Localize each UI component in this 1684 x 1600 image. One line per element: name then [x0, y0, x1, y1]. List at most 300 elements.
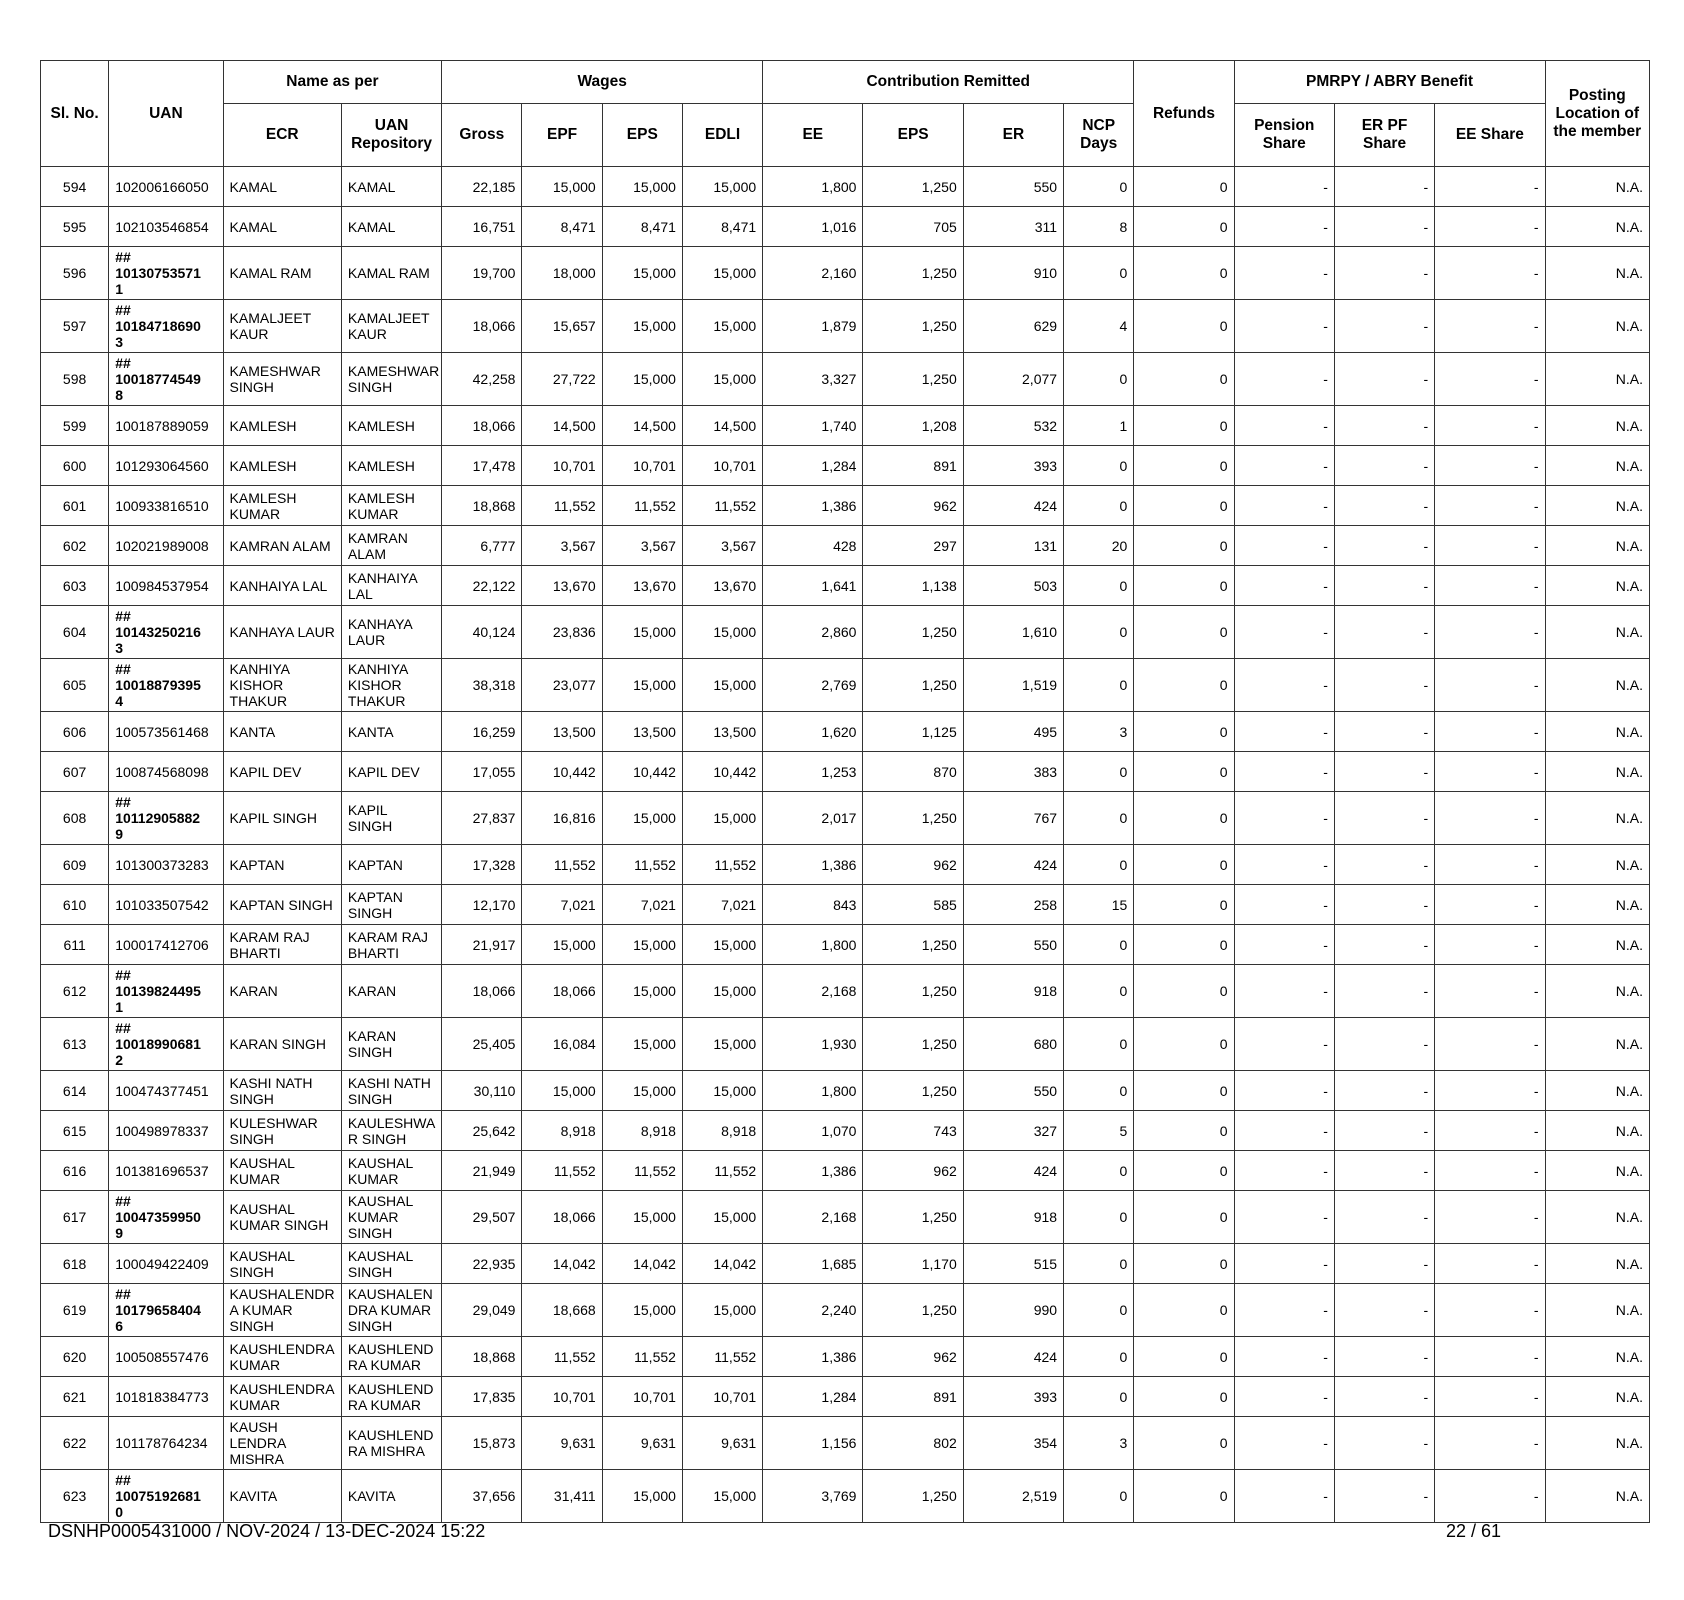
cell-pension-share: - — [1234, 1417, 1334, 1470]
cell-epf: 15,000 — [522, 925, 602, 965]
cell-eps: 13,500 — [602, 712, 682, 752]
cell-uan: 101300373283 — [109, 845, 223, 885]
cell-er-pf-share: - — [1334, 353, 1434, 406]
cell-er-pf-share: - — [1334, 526, 1434, 566]
cell-ncp-days: 0 — [1064, 446, 1134, 486]
cell-er: 424 — [963, 1151, 1063, 1191]
cell-ecr-name: KARAN — [223, 965, 341, 1018]
cell-repo-name: KAPTAN — [341, 845, 441, 885]
cell-epf: 11,552 — [522, 845, 602, 885]
table-row — [41, 353, 1650, 406]
cell-gross: 19,700 — [442, 247, 522, 300]
cell-gross: 18,868 — [442, 486, 522, 526]
cell-ecr-name: KAPTAN SINGH — [223, 885, 341, 925]
cell-repo-name: KAUSHAL SINGH — [341, 1244, 441, 1284]
cell-eps: 8,471 — [602, 207, 682, 247]
cell-ee: 1,879 — [763, 300, 863, 353]
cell-eps: 11,552 — [602, 1337, 682, 1377]
cell-repo-name: KAMALJEET KAUR — [341, 300, 441, 353]
cell-ecr-name: KAMLESH — [223, 406, 341, 446]
cell-pension-share: - — [1234, 300, 1334, 353]
cell-er-pf-share: - — [1334, 1191, 1434, 1244]
cell-edli: 7,021 — [682, 885, 762, 925]
cell-ecr-name: KAUSH LENDRA MISHRA — [223, 1417, 341, 1470]
cell-pension-share: - — [1234, 353, 1334, 406]
cell-uan: 100874568098 — [109, 752, 223, 792]
cell-ee: 1,685 — [763, 1244, 863, 1284]
cell-er-pf-share: - — [1334, 247, 1434, 300]
cell-epf: 15,657 — [522, 300, 602, 353]
cell-contrib-eps: 297 — [863, 526, 963, 566]
cell-refunds: 0 — [1134, 1111, 1234, 1151]
cell-repo-name: KAMAL — [341, 167, 441, 207]
cell-refunds: 0 — [1134, 446, 1234, 486]
cell-edli: 14,042 — [682, 1244, 762, 1284]
cell-er: 393 — [963, 446, 1063, 486]
cell-er: 354 — [963, 1417, 1063, 1470]
cell-er: 918 — [963, 965, 1063, 1018]
cell-er: 550 — [963, 167, 1063, 207]
cell-epf: 10,701 — [522, 1377, 602, 1417]
cell-gross: 38,318 — [442, 659, 522, 712]
cell-sl-no: 623 — [41, 1470, 109, 1523]
cell-er-pf-share: - — [1334, 207, 1434, 247]
table-row — [41, 300, 1650, 353]
cell-epf: 10,442 — [522, 752, 602, 792]
cell-pension-share: - — [1234, 1071, 1334, 1111]
cell-contrib-eps: 1,250 — [863, 659, 963, 712]
table-row — [41, 1284, 1650, 1337]
cell-ecr-name: KAUSHAL KUMAR — [223, 1151, 341, 1191]
cell-pension-share: - — [1234, 885, 1334, 925]
cell-er: 495 — [963, 712, 1063, 752]
cell-pension-share: - — [1234, 752, 1334, 792]
cell-pension-share: - — [1234, 526, 1334, 566]
cell-er: 327 — [963, 1111, 1063, 1151]
cell-ecr-name: KARAM RAJ BHARTI — [223, 925, 341, 965]
header-name-as-per: Name as per — [223, 61, 442, 104]
cell-ncp-days: 0 — [1064, 486, 1134, 526]
cell-epf: 9,631 — [522, 1417, 602, 1470]
cell-er-pf-share: - — [1334, 1337, 1434, 1377]
cell-eps: 15,000 — [602, 1470, 682, 1523]
header-epf: EPF — [522, 104, 602, 167]
table-row — [41, 1151, 1650, 1191]
cell-posting-location: N.A. — [1545, 712, 1649, 752]
header-pmrpy: PMRPY / ABRY Benefit — [1234, 61, 1545, 104]
cell-contrib-eps: 870 — [863, 752, 963, 792]
cell-er-pf-share: - — [1334, 659, 1434, 712]
cell-ncp-days: 0 — [1064, 845, 1134, 885]
cell-posting-location: N.A. — [1545, 1284, 1649, 1337]
cell-uan: 102021989008 — [109, 526, 223, 566]
cell-posting-location: N.A. — [1545, 353, 1649, 406]
cell-sl-no: 615 — [41, 1111, 109, 1151]
cell-ee-share: - — [1435, 526, 1545, 566]
cell-ecr-name: KAPTAN — [223, 845, 341, 885]
cell-ecr-name: KANHAIYA LAL — [223, 566, 341, 606]
cell-uan: 100573561468 — [109, 712, 223, 752]
cell-ee: 428 — [763, 526, 863, 566]
table-row — [41, 965, 1650, 1018]
cell-contrib-eps: 743 — [863, 1111, 963, 1151]
cell-er-pf-share: - — [1334, 1244, 1434, 1284]
table-row — [41, 1470, 1650, 1523]
cell-edli: 11,552 — [682, 1151, 762, 1191]
table-row — [41, 1337, 1650, 1377]
cell-refunds: 0 — [1134, 353, 1234, 406]
cell-sl-no: 620 — [41, 1337, 109, 1377]
cell-er: 532 — [963, 406, 1063, 446]
cell-sl-no: 613 — [41, 1018, 109, 1071]
header-er-pf-share: ER PF Share — [1334, 104, 1434, 167]
cell-ncp-days: 8 — [1064, 207, 1134, 247]
cell-er: 424 — [963, 1337, 1063, 1377]
cell-refunds: 0 — [1134, 300, 1234, 353]
cell-er: 424 — [963, 486, 1063, 526]
cell-ncp-days: 20 — [1064, 526, 1134, 566]
cell-gross: 25,642 — [442, 1111, 522, 1151]
cell-ee-share: - — [1435, 1417, 1545, 1470]
cell-er: 629 — [963, 300, 1063, 353]
cell-edli: 10,701 — [682, 1377, 762, 1417]
cell-er: 424 — [963, 845, 1063, 885]
cell-er-pf-share: - — [1334, 446, 1434, 486]
cell-er-pf-share: - — [1334, 752, 1434, 792]
cell-ee: 1,800 — [763, 925, 863, 965]
cell-refunds: 0 — [1134, 1244, 1234, 1284]
cell-posting-location: N.A. — [1545, 207, 1649, 247]
cell-er-pf-share: - — [1334, 1284, 1434, 1337]
cell-ecr-name: KAVITA — [223, 1470, 341, 1523]
cell-refunds: 0 — [1134, 659, 1234, 712]
cell-edli: 13,670 — [682, 566, 762, 606]
cell-er: 990 — [963, 1284, 1063, 1337]
table-row — [41, 885, 1650, 925]
cell-ecr-name: KAUSHLENDRA KUMAR — [223, 1377, 341, 1417]
cell-eps: 15,000 — [602, 300, 682, 353]
cell-epf: 7,021 — [522, 885, 602, 925]
cell-uan: 101818384773 — [109, 1377, 223, 1417]
cell-edli: 15,000 — [682, 659, 762, 712]
cell-edli: 15,000 — [682, 606, 762, 659]
cell-sl-no: 621 — [41, 1377, 109, 1417]
cell-refunds: 0 — [1134, 566, 1234, 606]
cell-er: 503 — [963, 566, 1063, 606]
cell-eps: 15,000 — [602, 1284, 682, 1337]
cell-ncp-days: 0 — [1064, 247, 1134, 300]
cell-epf: 14,500 — [522, 406, 602, 446]
cell-gross: 30,110 — [442, 1071, 522, 1111]
cell-epf: 3,567 — [522, 526, 602, 566]
cell-pension-share: - — [1234, 712, 1334, 752]
cell-posting-location: N.A. — [1545, 1470, 1649, 1523]
cell-posting-location: N.A. — [1545, 965, 1649, 1018]
cell-ee-share: - — [1435, 300, 1545, 353]
cell-ee: 1,800 — [763, 167, 863, 207]
cell-gross: 17,478 — [442, 446, 522, 486]
cell-repo-name: KAMLESH — [341, 446, 441, 486]
cell-pension-share: - — [1234, 845, 1334, 885]
cell-er-pf-share: - — [1334, 566, 1434, 606]
header-ncp-days: NCP Days — [1064, 104, 1134, 167]
cell-refunds: 0 — [1134, 1018, 1234, 1071]
cell-ncp-days: 0 — [1064, 566, 1134, 606]
cell-sl-no: 603 — [41, 566, 109, 606]
cell-refunds: 0 — [1134, 965, 1234, 1018]
cell-uan: 101178764234 — [109, 1417, 223, 1470]
cell-refunds: 0 — [1134, 1071, 1234, 1111]
table-row — [41, 659, 1650, 712]
cell-pension-share: - — [1234, 792, 1334, 845]
cell-sl-no: 598 — [41, 353, 109, 406]
cell-repo-name: KANHAIYA LAL — [341, 566, 441, 606]
cell-ee: 2,168 — [763, 1191, 863, 1244]
table-row — [41, 526, 1650, 566]
cell-gross: 16,259 — [442, 712, 522, 752]
cell-ee-share: - — [1435, 659, 1545, 712]
cell-ecr-name: KAMAL — [223, 167, 341, 207]
cell-er-pf-share: - — [1334, 167, 1434, 207]
cell-repo-name: KANHIYA KISHOR THAKUR — [341, 659, 441, 712]
cell-posting-location: N.A. — [1545, 1377, 1649, 1417]
cell-repo-name: KAULESHWA R SINGH — [341, 1111, 441, 1151]
cell-pension-share: - — [1234, 1284, 1334, 1337]
cell-epf: 18,066 — [522, 965, 602, 1018]
cell-repo-name: KAUSHLEND RA KUMAR — [341, 1377, 441, 1417]
cell-epf: 8,918 — [522, 1111, 602, 1151]
cell-uan: ## 10143250216 3 — [109, 606, 223, 659]
cell-epf: 11,552 — [522, 1151, 602, 1191]
cell-er: 910 — [963, 247, 1063, 300]
cell-edli: 10,442 — [682, 752, 762, 792]
cell-uan: 101033507542 — [109, 885, 223, 925]
cell-er-pf-share: - — [1334, 1071, 1434, 1111]
cell-contrib-eps: 1,250 — [863, 300, 963, 353]
cell-er: 2,077 — [963, 353, 1063, 406]
cell-repo-name: KAMLESH KUMAR — [341, 486, 441, 526]
cell-eps: 15,000 — [602, 1018, 682, 1071]
cell-ncp-days: 5 — [1064, 1111, 1134, 1151]
cell-repo-name: KAVITA — [341, 1470, 441, 1523]
cell-edli: 3,567 — [682, 526, 762, 566]
cell-repo-name: KAMAL RAM — [341, 247, 441, 300]
cell-er-pf-share: - — [1334, 712, 1434, 752]
cell-ncp-days: 3 — [1064, 1417, 1134, 1470]
cell-ecr-name: KULESHWAR SINGH — [223, 1111, 341, 1151]
cell-ee: 3,769 — [763, 1470, 863, 1523]
cell-ncp-days: 0 — [1064, 1151, 1134, 1191]
cell-epf: 15,000 — [522, 1071, 602, 1111]
cell-ecr-name: KAPIL DEV — [223, 752, 341, 792]
table-row — [41, 566, 1650, 606]
table-row — [41, 446, 1650, 486]
cell-contrib-eps: 1,208 — [863, 406, 963, 446]
cell-refunds: 0 — [1134, 1191, 1234, 1244]
cell-contrib-eps: 1,250 — [863, 1018, 963, 1071]
cell-pension-share: - — [1234, 247, 1334, 300]
cell-sl-no: 595 — [41, 207, 109, 247]
cell-gross: 15,873 — [442, 1417, 522, 1470]
cell-epf: 14,042 — [522, 1244, 602, 1284]
cell-pension-share: - — [1234, 1470, 1334, 1523]
cell-epf: 18,000 — [522, 247, 602, 300]
cell-uan: ## 10018774549 8 — [109, 353, 223, 406]
cell-ecr-name: KAMALJEET KAUR — [223, 300, 341, 353]
cell-ncp-days: 0 — [1064, 167, 1134, 207]
cell-er-pf-share: - — [1334, 1470, 1434, 1523]
cell-ee-share: - — [1435, 353, 1545, 406]
cell-pension-share: - — [1234, 1377, 1334, 1417]
cell-edli: 15,000 — [682, 1284, 762, 1337]
cell-ncp-days: 0 — [1064, 925, 1134, 965]
cell-refunds: 0 — [1134, 1337, 1234, 1377]
cell-pension-share: - — [1234, 446, 1334, 486]
cell-sl-no: 602 — [41, 526, 109, 566]
cell-gross: 18,066 — [442, 965, 522, 1018]
cell-sl-no: 614 — [41, 1071, 109, 1111]
cell-ee-share: - — [1435, 1377, 1545, 1417]
cell-eps: 10,701 — [602, 1377, 682, 1417]
cell-ncp-days: 0 — [1064, 1377, 1134, 1417]
cell-er: 383 — [963, 752, 1063, 792]
cell-ncp-days: 0 — [1064, 1284, 1134, 1337]
cell-sl-no: 606 — [41, 712, 109, 752]
header-ee: EE — [763, 104, 863, 167]
cell-contrib-eps: 1,250 — [863, 167, 963, 207]
cell-gross: 22,185 — [442, 167, 522, 207]
table-row — [41, 207, 1650, 247]
cell-ee: 1,386 — [763, 1337, 863, 1377]
table-row — [41, 792, 1650, 845]
cell-er: 1,519 — [963, 659, 1063, 712]
cell-epf: 13,500 — [522, 712, 602, 752]
cell-uan: 100933816510 — [109, 486, 223, 526]
cell-pension-share: - — [1234, 1151, 1334, 1191]
cell-posting-location: N.A. — [1545, 1191, 1649, 1244]
cell-contrib-eps: 705 — [863, 207, 963, 247]
header-uan-repository: UAN Repository — [341, 104, 441, 167]
cell-eps: 14,042 — [602, 1244, 682, 1284]
cell-ee: 2,860 — [763, 606, 863, 659]
cell-sl-no: 600 — [41, 446, 109, 486]
cell-epf: 13,670 — [522, 566, 602, 606]
cell-posting-location: N.A. — [1545, 446, 1649, 486]
header-pension-share: Pension Share — [1234, 104, 1334, 167]
header-refunds: Refunds — [1134, 61, 1234, 167]
cell-posting-location: N.A. — [1545, 300, 1649, 353]
cell-sl-no: 617 — [41, 1191, 109, 1244]
cell-uan: ## 10018879395 4 — [109, 659, 223, 712]
cell-ee: 2,017 — [763, 792, 863, 845]
cell-eps: 15,000 — [602, 925, 682, 965]
cell-ee: 1,070 — [763, 1111, 863, 1151]
cell-uan: 100498978337 — [109, 1111, 223, 1151]
cell-refunds: 0 — [1134, 885, 1234, 925]
cell-pension-share: - — [1234, 925, 1334, 965]
cell-ee-share: - — [1435, 207, 1545, 247]
cell-ncp-days: 1 — [1064, 406, 1134, 446]
cell-gross: 21,949 — [442, 1151, 522, 1191]
cell-pension-share: - — [1234, 486, 1334, 526]
document-reference: DSNHP0005431000 / NOV-2024 / 13-DEC-2024 15:22 — [48, 1521, 486, 1541]
cell-er-pf-share: - — [1334, 1111, 1434, 1151]
cell-refunds: 0 — [1134, 712, 1234, 752]
cell-sl-no: 612 — [41, 965, 109, 1018]
cell-ee: 843 — [763, 885, 863, 925]
cell-sl-no: 616 — [41, 1151, 109, 1191]
cell-refunds: 0 — [1134, 1284, 1234, 1337]
cell-eps: 15,000 — [602, 792, 682, 845]
cell-ncp-days: 3 — [1064, 712, 1134, 752]
header-edli: EDLI — [682, 104, 762, 167]
header-wages: Wages — [442, 61, 763, 104]
header-gross: Gross — [442, 104, 522, 167]
cell-eps: 15,000 — [602, 965, 682, 1018]
cell-posting-location: N.A. — [1545, 247, 1649, 300]
cell-er: 1,610 — [963, 606, 1063, 659]
cell-er-pf-share: - — [1334, 300, 1434, 353]
cell-ee: 2,240 — [763, 1284, 863, 1337]
cell-ncp-days: 0 — [1064, 1337, 1134, 1377]
cell-repo-name: KAPTAN SINGH — [341, 885, 441, 925]
table-row — [41, 486, 1650, 526]
cell-edli: 15,000 — [682, 965, 762, 1018]
cell-ncp-days: 0 — [1064, 965, 1134, 1018]
cell-ncp-days: 0 — [1064, 1071, 1134, 1111]
cell-er-pf-share: - — [1334, 1417, 1434, 1470]
cell-er-pf-share: - — [1334, 1377, 1434, 1417]
cell-eps: 15,000 — [602, 1071, 682, 1111]
cell-ncp-days: 0 — [1064, 659, 1134, 712]
cell-contrib-eps: 1,250 — [863, 792, 963, 845]
cell-edli: 15,000 — [682, 1018, 762, 1071]
cell-edli: 15,000 — [682, 792, 762, 845]
cell-uan: ## 10018990681 2 — [109, 1018, 223, 1071]
cell-refunds: 0 — [1134, 1151, 1234, 1191]
cell-uan: 100049422409 — [109, 1244, 223, 1284]
cell-pension-share: - — [1234, 207, 1334, 247]
cell-epf: 27,722 — [522, 353, 602, 406]
cell-ncp-days: 0 — [1064, 1470, 1134, 1523]
cell-gross: 12,170 — [442, 885, 522, 925]
cell-pension-share: - — [1234, 566, 1334, 606]
cell-ee-share: - — [1435, 606, 1545, 659]
cell-ee-share: - — [1435, 446, 1545, 486]
cell-ee-share: - — [1435, 1470, 1545, 1523]
cell-refunds: 0 — [1134, 845, 1234, 885]
table-row — [41, 167, 1650, 207]
cell-posting-location: N.A. — [1545, 1151, 1649, 1191]
cell-er-pf-share: - — [1334, 792, 1434, 845]
cell-epf: 18,066 — [522, 1191, 602, 1244]
cell-eps: 15,000 — [602, 606, 682, 659]
cell-posting-location: N.A. — [1545, 1337, 1649, 1377]
cell-repo-name: KAMAL — [341, 207, 441, 247]
cell-gross: 27,837 — [442, 792, 522, 845]
cell-eps: 11,552 — [602, 1151, 682, 1191]
cell-posting-location: N.A. — [1545, 752, 1649, 792]
table-row — [41, 1191, 1650, 1244]
cell-ncp-days: 0 — [1064, 606, 1134, 659]
cell-ee: 2,769 — [763, 659, 863, 712]
cell-sl-no: 599 — [41, 406, 109, 446]
cell-ee-share: - — [1435, 1111, 1545, 1151]
table-row — [41, 712, 1650, 752]
cell-ee-share: - — [1435, 247, 1545, 300]
cell-ee: 1,620 — [763, 712, 863, 752]
cell-ee-share: - — [1435, 885, 1545, 925]
